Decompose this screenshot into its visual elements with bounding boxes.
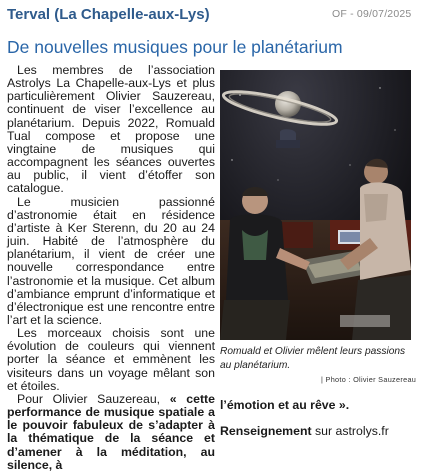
- article-continuation: [220, 399, 420, 412]
- info-link-text: sur astrolys.fr: [311, 424, 389, 438]
- photo-caption: Romuald et Olivier mêlent leurs passions au planétarium.: [220, 346, 406, 371]
- quote-part-1: « cette performance de musique spatiale a le pouvoir fabuleux de s’adapter à la thématique de la séance et d’amener à la méditation, au silence, à: [7, 391, 215, 472]
- source-date: OF - 09/07/2025: [332, 8, 412, 20]
- paragraph-1: Les membres de l’association Astrolys La Chapelle-aux-Lys et plus particulièrement Olivier Sauzereau, continuent de viser l’excellence au planétarium. Depuis 2022, Romuald Tual compose et propose une vingtaine de musiques qui accompagnent les séances ouvertes au public, il vient d’étoffer son catalogue.: [7, 63, 215, 196]
- article-body: [7, 64, 215, 472]
- article-photo: [220, 70, 411, 340]
- planetarium-photo-illustration: [220, 70, 411, 340]
- info-line: [220, 425, 420, 438]
- photo-credit: | Photo : Olivier Sauzereau: [321, 375, 417, 384]
- info-label: Renseignement: [220, 424, 312, 438]
- paragraph-4-intro: Pour Olivier Sauzereau,: [17, 391, 170, 406]
- paragraph-4: [7, 393, 215, 472]
- paragraph-2: Le musicien passionné d’astronomie était en résidence d’artiste à Ker Sterenn, du 20 au 24 juin. Habité de l’atmosphère du planétarium, il vient de créer une nouvelle correspondance entre l’astronomie et la musique. Cet album d’ambiance emprunt d’informatique et d’électronique est une rencontre entre l’art et la science.: [7, 194, 215, 327]
- paragraph-3: Les morceaux choisis sont une évolution de couleurs qui viennent porter la séance et emmènent les visiteurs dans un voyage mêlant son et étoiles.: [7, 326, 215, 393]
- article-headline: De nouvelles musiques pour le planétarium: [7, 37, 343, 57]
- town-heading: Terval (La Chapelle-aux-Lys): [7, 6, 210, 23]
- quote-part-2: l’émotion et au rêve ».: [220, 398, 350, 412]
